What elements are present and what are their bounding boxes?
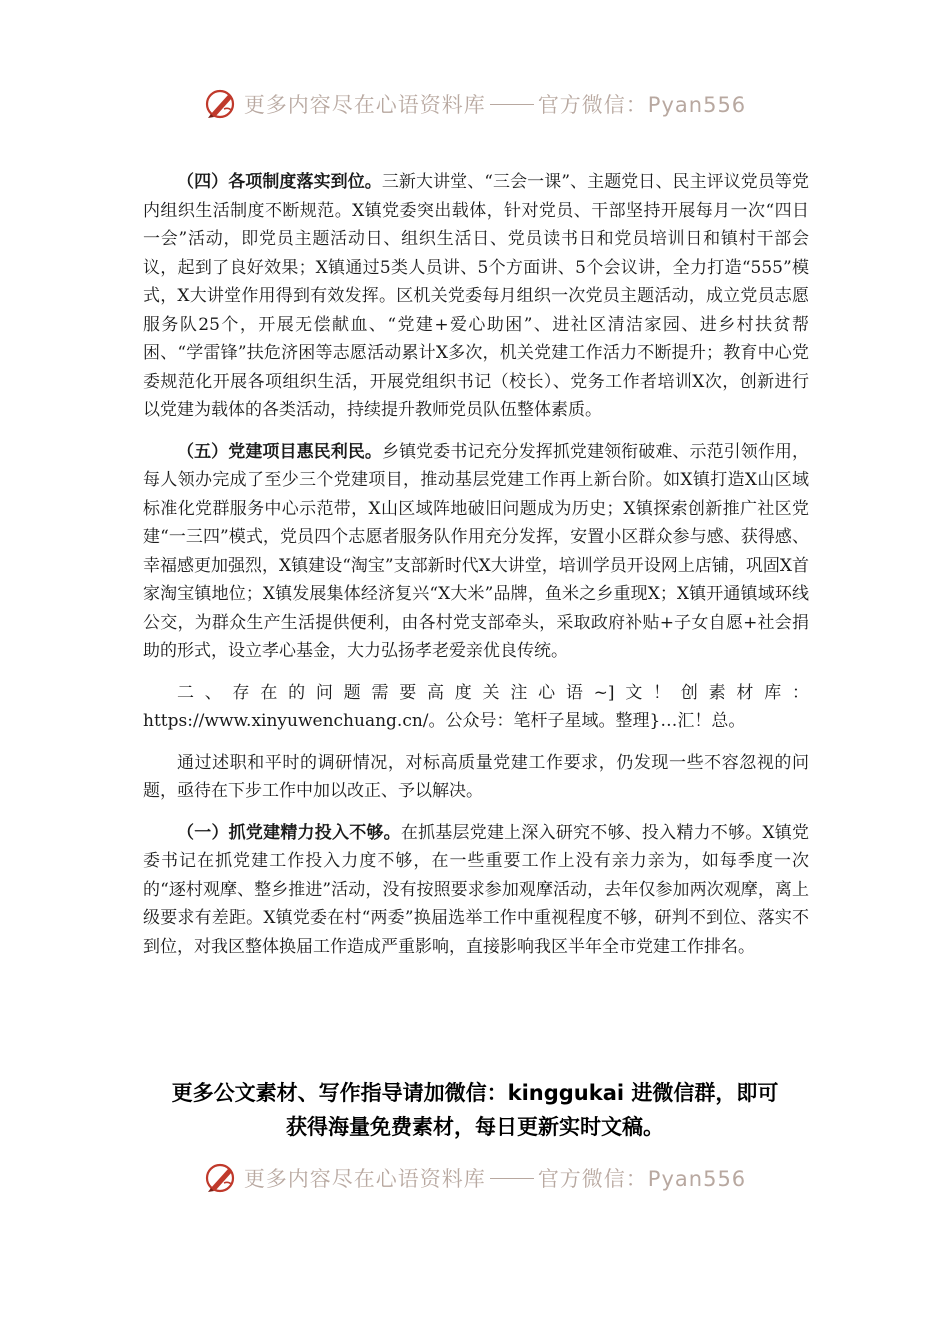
promo-line-2: 获得海量免费素材，每日更新实时文稿。 [286, 1115, 664, 1139]
document-body [143, 168, 809, 974]
paragraph-text: 在抓基层党建上深入研究不够、投入精力不够。X镇党委书记在抓党建工作投入力度不够，在一些重要工作上没有亲力亲为，如每季度一次的“逐村观摩、整乡推进”活动，没有按照要求参加观摩活动，去年仅参加两次观摩，离上级要求有差距。X镇党委在村“两委”换届选举工作中重视程度不够，研判不到位、落实不到位，对我区整体换届工作造成严重影响，直接影响我区半年全市党建工作排名。 [143, 822, 810, 957]
banner-wechat: 官方微信：Pyan556 [537, 1167, 747, 1191]
paragraph-party-projects [143, 438, 809, 666]
paragraph-heading: （四）各项制度落实到位。 [177, 172, 382, 192]
paragraph-text: 乡镇党委书记充分发挥抓党建领衔破难、示范引领作用，每人领办完成了至少三个党建项目，推动基层党建工作再上新台阶。如X镇打造X山区域标准化党群服务中心示范带，X山区域阵地破旧问题成为历史；X镇探索创新推广社区党建“一三四”模式，党员四个志愿者服务队作用充分发挥，安置小区群众参与感、获得感、幸福感更加强烈，X镇建设“淘宝”支部新时代X大讲堂，培训学员开设网上店铺，巩固X首家淘宝镇地位；X镇发展集体经济复兴“X大米”品牌，鱼米之乡重现X；X镇开通镇域环线公交，为群众生产生活提供便利，由各村党支部牵头，采取政府补贴+子女自愿+社会捐助的形式，设立孝心基金，大力弘扬孝老爱亲优良传统。 [143, 441, 809, 661]
footer-banner [0, 1158, 950, 1198]
promo-notice [130, 1076, 820, 1144]
banner-title: 更多内容尽在心语资料库 [243, 93, 486, 117]
banner-divider [490, 1178, 534, 1179]
banner-divider [490, 104, 534, 105]
section-heading-problems [143, 679, 809, 736]
header-banner [0, 84, 950, 124]
paragraph-text: 三新大讲堂、“三会一课”、主题党日、民主评议党员等党内组织生活制度不断规范。X镇党委突出载体，针对党员、干部坚持开展每月一次“四日一会”活动，即党员主题活动日、组织生活日、党员读书日和党员培训日和镇村干部会议，起到了良好效果；X镇通过5类人员讲、5个方面讲、5个会议讲，全力打造“555”模式，X大讲堂作用得到有效发挥。区机关党委每月组织一次党员主题活动，成立党员志愿服务队25个，开展无偿献血、“党建+爱心助困”、进社区清洁家园、进乡村扶贫帮困、“学雷锋”扶危济困等志愿活动累计X多次，机关党建工作活力不断提升；教育中心党委规范化开展各项组织生活，开展党组织书记（校长）、党务工作者培训X次，创新进行以党建为载体的各类活动，持续提升教师党员队伍整体素质。 [143, 172, 810, 420]
paragraph-heading: （五）党建项目惠民利民。 [177, 441, 382, 462]
banner-title: 更多内容尽在心语资料库 [243, 1167, 486, 1191]
paragraph-system-implementation [143, 168, 809, 425]
banner-wechat: 官方微信：Pyan556 [537, 93, 747, 117]
paragraph-heading: （一）抓党建精力投入不够。 [177, 822, 401, 843]
paragraph-insufficient-effort [143, 819, 809, 962]
paragraph-text: 通过述职和平时的调研情况，对标高质量党建工作要求，仍发现一些不容忽视的问题，亟待在下步工作中加以改正、予以解决。 [143, 752, 809, 801]
pen-logo-icon [204, 87, 238, 121]
paragraph-problems-intro [143, 749, 809, 806]
pen-logo-icon [204, 1161, 238, 1195]
paragraph-text: 二、存在的问题需要高度关注心语~]文！创素材库：https://www.xinyuwenchuang.cn/。公众号：笔杆子星域。整理}…汇！总。 [143, 682, 809, 731]
promo-line-1: 更多公文素材、写作指导请加微信：kinggukai 进微信群，即可 [171, 1081, 779, 1105]
